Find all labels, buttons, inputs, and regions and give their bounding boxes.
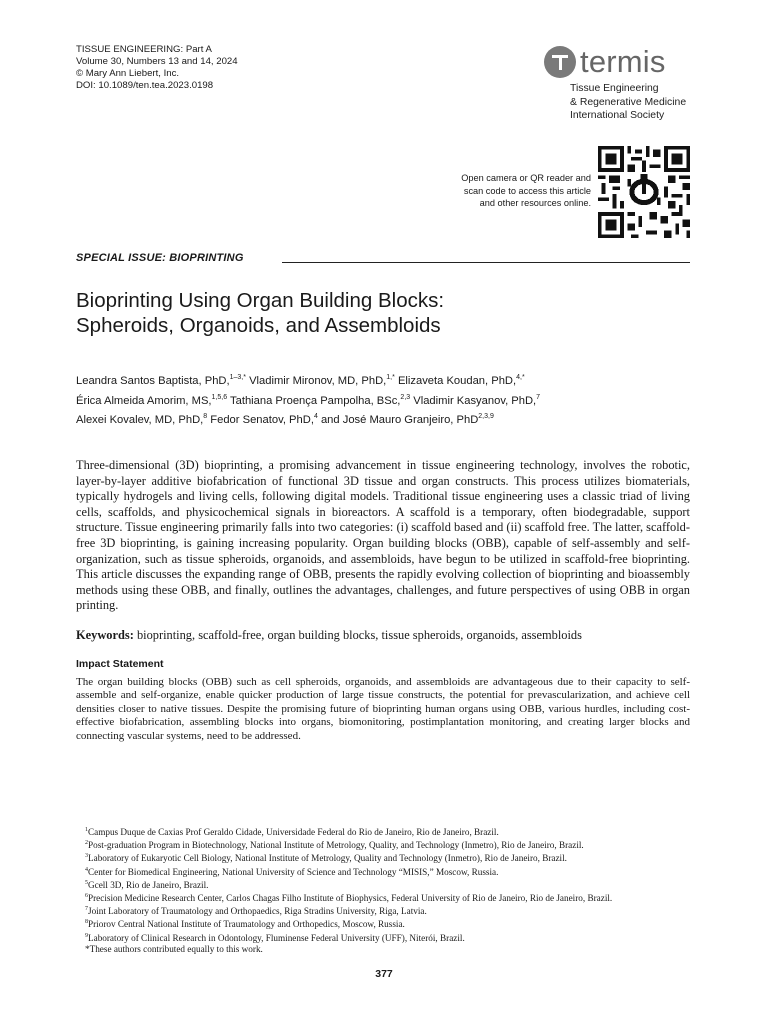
qr-text-line: Open camera or QR reader and: [461, 173, 591, 183]
qr-instructions: [461, 172, 591, 210]
author-name: and José Mauro Granjeiro, PhD: [320, 414, 479, 427]
affiliation-number: 9: [85, 932, 88, 939]
journal-doi[interactable]: DOI: 10.1089/ten.tea.2023.0198: [76, 80, 214, 91]
logo-subtitle-line: & Regenerative Medicine: [570, 96, 687, 108]
termis-logo-icon: [544, 46, 576, 78]
affiliation-number: 1: [85, 827, 88, 833]
author-affiliation: 2,3,9: [478, 413, 494, 421]
author-affiliation: 8: [203, 413, 208, 421]
logo-subtitle-line: Tissue Engineering: [570, 83, 659, 94]
qr-text-line: and other resources online.: [479, 198, 591, 209]
affiliation-text: Laboratory of Clinical Research in Odontology, Fluminense Federal University (UFF), Niterói, Brazil.: [88, 932, 465, 943]
section-label: SPECIAL ISSUE: BIOPRINTING: [76, 252, 244, 264]
affiliation: [76, 891, 690, 904]
section-divider: [282, 262, 690, 263]
author-name: Elizaveta Koudan, PhD,: [397, 375, 517, 387]
author-affiliation: 4,*: [516, 374, 525, 381]
affiliation-number: 6: [85, 893, 88, 900]
affiliation: [76, 904, 690, 917]
affiliation: [76, 838, 690, 851]
author-name: Tathiana Proença Pampolha, BSc,: [230, 394, 401, 407]
author-name: Fedor Senatov, PhD,: [210, 414, 314, 427]
author-affiliation: 2,3: [400, 393, 411, 401]
affiliation-text: Priorov Central National Institute of Traumatology and Orthopedics, Moscow, Russia.: [88, 919, 405, 930]
abstract: Three-dimensional (3D) bioprinting, a promising advancement in tissue engineering technology, involves the robotic, layer-by-layer additive biofabrication of functional 3D tissue and organ constructs. This process utilizes biomaterials, typically hydrogels and living cells, following digital models. Traditional tissue engineering uses a classic triad of living cells, scaffolds, and physicochemical signals in bioreactors. A scaffold is a temporary, often biodegradable, support structure. Tissue engineering primarily falls into two categories: (i) scaffold based and (ii) scaffold free. The latter, scaffold-free 3D bioprinting, is gaining increasing popularity. Organ building blocks (OBB), capable of self-assembly and self-organization, such as tissue spheroids, organoids, and assembloids, have begun to be utilized in scaffold-free bioprinting. This article discusses the expanding range of OBB, presents the rapidly evolving collection of bioprinting and bioassembly methods using these OBB, and finally, outlines the advantages, challenges, and future perspectives of using OBB in organ printing.: [76, 458, 690, 613]
author-line: [76, 390, 716, 410]
affiliation-text: Laboratory of Eukaryotic Cell Biology, National Institute of Metrology, Quality and Technology (Inmetro), Rio de Janeiro, Brazil.: [88, 853, 567, 864]
affiliation-text: Joint Laboratory of Traumatology and Orthopaedics, Riga Stradins University, Riga, Latvia.: [88, 906, 427, 917]
affiliation-text: Gcell 3D, Rio de Janeiro, Brazil.: [88, 879, 209, 890]
author-affiliation: 7: [536, 393, 541, 401]
author-line: [76, 370, 716, 390]
author-name: Alexei Kovalev, MD, PhD,: [76, 414, 204, 427]
logo-subtitle-line: International Society: [570, 110, 665, 121]
article-title: [76, 288, 696, 338]
author-affiliation: 1,5,6: [211, 393, 228, 401]
author-name: Vladimir Mironov, MD, PhD,: [249, 375, 387, 387]
impact-statement: The organ building blocks (OBB) such as cell spheroids, organoids, and assembloids are advantageous due to their capacity to self-assemble and self-organize, enable quicker production of large tissue constructs, the potential for prevascularization, and achieve cell densities closer to native tissues. Despite the promising future of bioprinting human organs using OBB, various hurdles, including cost-effective biofabrication, assembling blocks into organs, biomonitoring, postimplantation monitoring, and creating larger blocks and connecting vascular systems, need to be addressed.: [76, 676, 690, 742]
qr-code-icon[interactable]: [598, 146, 690, 238]
affiliation-number: 8: [85, 919, 88, 926]
affiliation-text: Center for Biomedical Engineering, National University of Science and Technology “MISIS,” Moscow, Russia.: [88, 866, 499, 877]
journal-name: TISSUE ENGINEERING: Part A: [76, 44, 212, 55]
affiliation: [76, 825, 690, 838]
impact-heading: Impact Statement: [76, 658, 164, 670]
page-number: 377: [375, 968, 393, 980]
affiliation-number: 7: [85, 906, 88, 913]
affiliation-number: 3: [85, 853, 88, 860]
affiliation-text: Campus Duque de Caxias Prof Geraldo Cidade, Universidade Federal do Rio de Janeiro, Rio de Janeiro, Brazil.: [88, 827, 499, 837]
affiliation-number: 5: [85, 879, 88, 886]
keywords-label: Keywords:: [76, 628, 134, 642]
keywords: [76, 628, 690, 644]
author-affiliation: 1–3,*: [229, 374, 246, 381]
author-line: [76, 409, 716, 429]
equal-contribution-note: *These authors contributed equally to this work.: [85, 943, 263, 954]
author-name: Vladimir Kasyanov, PhD,: [413, 394, 537, 407]
title-line: Bioprinting Using Organ Building Blocks:: [76, 289, 445, 312]
affiliation: [76, 865, 690, 878]
affiliations: [76, 825, 690, 955]
keywords-text: bioprinting, scaffold-free, organ building blocks, tissue spheroids, organoids, assembloids: [136, 628, 582, 642]
author-name: Leandra Santos Baptista, PhD,: [76, 375, 230, 387]
title-line: Spheroids, Organoids, and Assembloids: [76, 314, 441, 337]
affiliation: [76, 851, 690, 864]
termis-logo[interactable]: [544, 46, 704, 123]
affiliation: [76, 917, 690, 930]
author-name: Érica Almeida Amorim, MS,: [76, 394, 212, 407]
affiliation-number: 4: [85, 866, 88, 873]
affiliation-number: 2: [85, 840, 88, 847]
author-affiliation: 4: [313, 413, 318, 421]
author-affiliation: 1,*: [386, 374, 395, 381]
journal-publisher: © Mary Ann Liebert, Inc.: [76, 68, 180, 79]
termis-logo-subtitle: [570, 82, 704, 123]
affiliation: [76, 931, 690, 944]
journal-info: [76, 44, 238, 92]
affiliation-text: Precision Medicine Research Center, Carlos Chagas Filho Institute of Biophysics, Federal University of Rio de Janeiro, Rio de Janeiro, Brazil.: [88, 893, 613, 904]
affiliation-text: Post-graduation Program in Biotechnology, National Institute of Metrology, Quality, and Technology (Inmetro), Rio de Janeiro, Brazil.: [88, 840, 584, 851]
termis-logo-word: termis: [580, 44, 666, 79]
author-list: [76, 370, 716, 429]
affiliation: [76, 878, 690, 891]
journal-volume: Volume 30, Numbers 13 and 14, 2024: [76, 56, 238, 67]
qr-text-line: scan code to access this article: [463, 185, 591, 196]
